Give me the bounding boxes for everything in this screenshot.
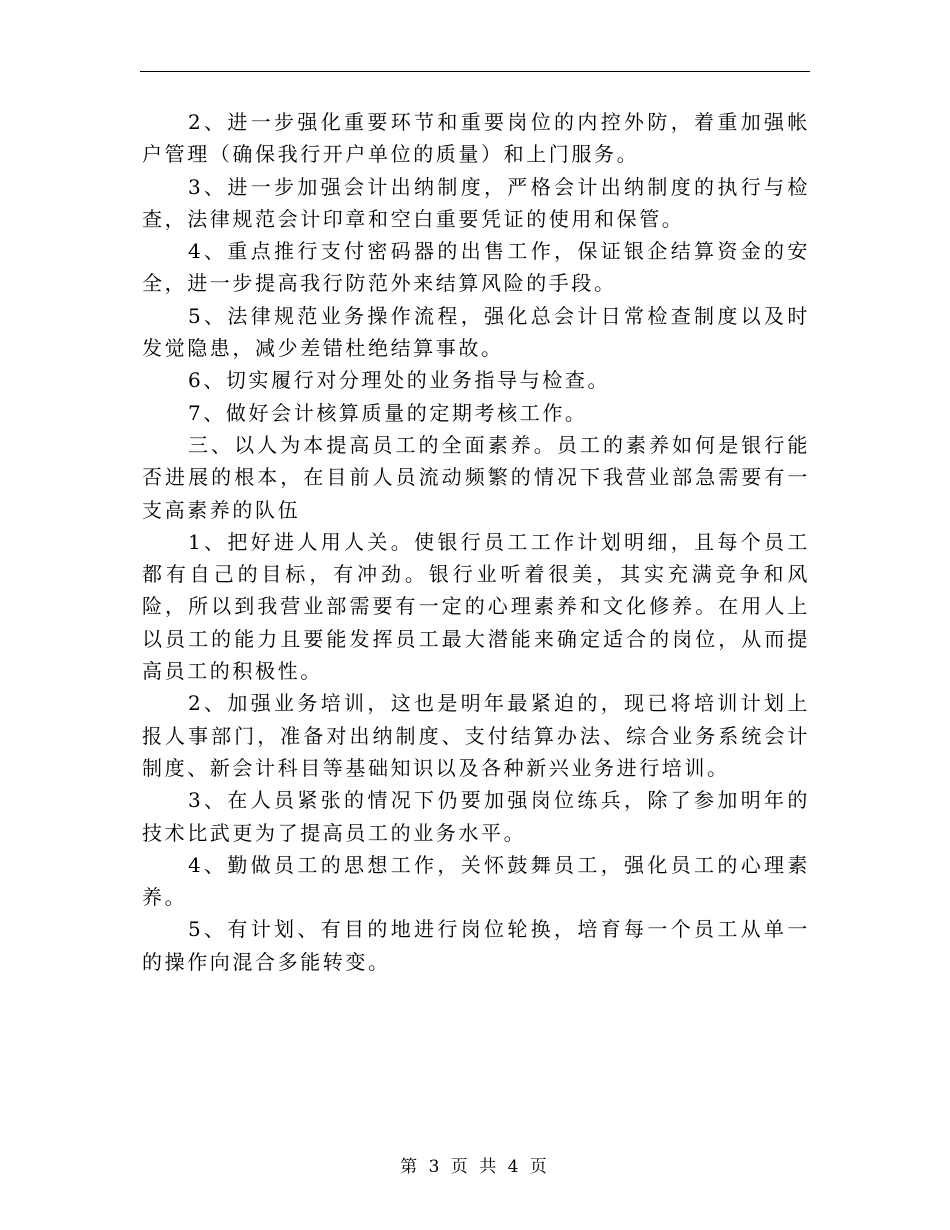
document-body <box>142 106 810 978</box>
paragraph-staff-4: 4、勤做员工的思想工作，关怀鼓舞员工，强化员工的心理素养。 <box>142 852 810 910</box>
paragraph-item-4: 4、重点推行支付密码器的出售工作，保证银企结算资金的安全，进一步提高我行防范外来结算风险的手段。 <box>142 239 810 296</box>
section-heading-three: 三、以人为本提高员工的全面素养。员工的素养如何是银行能否进展的根本，在目前人员流动频繁的情况下我营业部急需要有一支高素养的队伍 <box>142 432 810 522</box>
paragraph-staff-1: 1、把好进人用人关。使银行员工工作计划明细，且每个员工都有自己的目标，有冲劲。银行业听着很美，其实充满竞争和风险，所以到我营业部需要有一定的心理素养和文化修养。在用人上以员工的能力且要能发挥员工最大潜能来确定适合的岗位，从而提高员工的积极性。 <box>142 529 810 684</box>
paragraph-item-5: 5、法律规范业务操作流程，强化总会计日常检查制度以及时发觉隐患，减少差错杜绝结算事故。 <box>142 303 810 361</box>
paragraph-staff-2: 2、加强业务培训，这也是明年最紧迫的，现已将培训计划上报人事部门，准备对出纳制度、支付结算办法、综合业务系统会计制度、新会计科目等基础知识以及各种新兴业务进行培训。 <box>142 691 810 780</box>
header-divider <box>140 71 810 72</box>
paragraph-staff-5: 5、有计划、有目的地进行岗位轮换，培育每一个员工从单一的操作向混合多能转变。 <box>142 917 810 974</box>
paragraph-item-3: 3、进一步加强会计出纳制度，严格会计出纳制度的执行与检查，法律规范会计印章和空白重要凭证的使用和保管。 <box>142 174 810 231</box>
page-number-footer: 第 3 页 共 4 页 <box>400 1157 550 1177</box>
paragraph-item-7: 7、做好会计核算质量的定期考核工作。 <box>188 400 588 425</box>
paragraph-staff-3: 3、在人员紧张的情况下仍要加强岗位练兵，除了参加明年的技术比武更为了提高员工的业务水平。 <box>142 788 810 845</box>
paragraph-item-6: 6、切实履行对分理处的业务指导与检查。 <box>188 368 611 393</box>
paragraph-item-2: 2、进一步强化重要环节和重要岗位的内控外防，着重加强帐户管理（确保我行开户单位的质量）和上门服务。 <box>142 110 810 167</box>
